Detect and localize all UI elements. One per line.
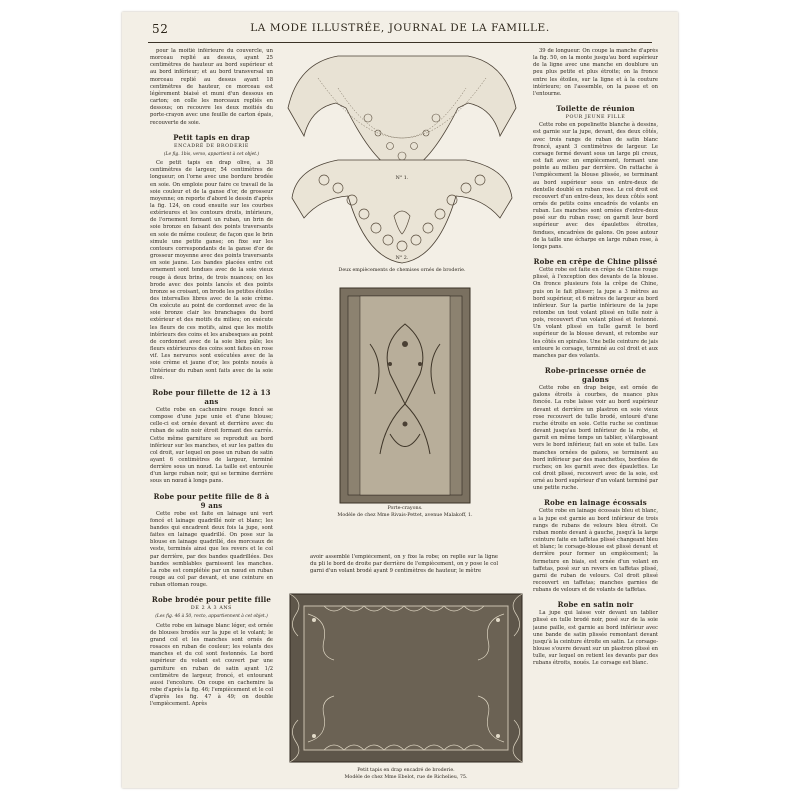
paragraph: Cette robe en lainage écossais bleu et blanc, a la jupe est garnie au bord inférieur de trois rangs de rubans de velours bleu étroit. Ce ruban monte devant à gauche, jusqu'à la large ceinture faite en taffetas plissé changeant bleu et blanc; le corsage-blouse est plissé devant et derrière pour former un empiècement; la fermeture en biais, est ornée d'un volant en taffetas, posé sur un revers en taffetas plissé, garni de ruban de velours. Col droit plissé recouvert en taffetas; manches garnies de rubans de velours et de volants de taffetas.	[533, 508, 658, 594]
section-subtitle: POUR JEUNE FILLE	[565, 115, 626, 121]
paragraph: pour la moitié inférieure du couvercle, un morceau replié au dessus, ayant 25 centimètres de hauteur au bord supérieur et au bord inférieur; et au bord transversal un morceau replié au dessus ayant 18 centimètres de hauteur, ce morceau est légèrement biaisé et muni d'un dessous en carton; on colle les morceaux repliés en dessous; on recouvre les deux moitiés du porte-crayon avec une feuille de carton épais, recouverte de soie.	[150, 48, 273, 126]
section-title: Robe en crêpe de Chine plissé	[533, 257, 658, 267]
section-title: Robe brodée pour petite fille	[151, 595, 272, 605]
section-title: Robe pour petite fille de 8 à 9 ans	[153, 491, 270, 510]
section-title: Petit tapis en drap	[173, 132, 250, 142]
header-rule	[148, 42, 652, 43]
paragraph: Cette robe est faite en crêpe de Chine rouge plissé, à l'exception des devants de la blouse. On fronce plusieurs fois la crêpe de Chine, puis on le fait plisser; la jupe a 3 mètres au bord supérieur, et 6 mètres de largeur au bord inférieur. Sur la partie inférieure de la jupe retombe un tout volant plissé en tulle noir à pois, recouvert d'un volant plissé et festonné. Un volant plissé en tulle garnit le bord supérieur de la blouse devant, et retombe sur les côtés en spirales. Une belle ceinture de jais entoure le corsage, terminé au col droit et aux manches par des volants.	[533, 267, 658, 359]
paragraph: Cette robe en drap beige, est ornée de galons étroits à courbes, de nuance plus foncée. La robe laisse voir au bord supérieur devant et derrière un plastron en soie vieux rose recouvert de tulle brodé, entouré d'une ruche étroite en soie. Cette ruche se continue devant jusqu'au bord inférieur de la robe, et garnit en même temps un tablier, s'élargissant vers le bord inférieur, fait en soie et tulle. Les manches ornées de galons, se terminent au bord inférieur par des manchettes, bordées de ruches; on les garnit avec des épaulettes. Le col droit plissé, recouvert avec de la soie, est orné au bord supérieur d'un volant terminé par une petite ruche.	[533, 385, 658, 492]
section-subtitle: DE 2 À 3 ANS	[190, 606, 233, 612]
journal-page	[122, 12, 678, 788]
figure-mark: N° 2.	[395, 256, 409, 261]
right-column	[533, 48, 658, 780]
portfolio-illustration	[330, 284, 480, 524]
figure-caption: Modèle de chez Mme Ebelot, rue de Richelieu, 75.	[344, 775, 468, 780]
section-title: Toilette de réunion	[556, 104, 635, 114]
paragraph: Cette robe en popelinette blanche à dessins, est garnie sur la jupe, devant, des deux côtés, avec trois rangs de ruban de satin blanc froncé, ayant 3 centimètres de largeur. Le corsage fermé devant sous un large pli creux, est fait avec un empiècement, formant une pointe au milieu par derrière. On rattache à l'empiècement la blouse plissée, se terminant au bord supérieur sous un entre-deux de dentelle doublé en ruban rose. Le col droit est recouvert d'un entre-deux, les deux côtés sont ornés de petits coins encadrés de volants en ruban. Les manches sont ornées d'entre-deux posé sur du ruban rose; on garnit leur bord supérieur avec des épaulettes étroites, fendues, encadrées de galons. On pose autour de la taille une écharpe en large ruban rose, à longs pans.	[533, 122, 658, 250]
middle-text-block	[310, 554, 498, 590]
section-title: Robe-princesse ornée de galons	[544, 366, 647, 385]
paragraph: 39 de longueur. On coupe la manche d'après la fig. 50, on la monte jusqu'au bord supérieur de la ligne avec une manche en doublure un peu plus petite et plus étroite; on la fronce entre les étoiles, sur la ligne et à la couture intérieure; on l'assemble, on la passe et on l'entourne.	[533, 48, 658, 97]
figure-caption-title: Petit tapis en drap encadré de broderie.	[357, 768, 455, 773]
section-title: Robe pour fillette de 12 à 13 ans	[152, 387, 271, 406]
figure-mark: N° 1.	[395, 176, 409, 181]
section-note: (Le fig. 1bis, verso, appartient à cet objet.)	[163, 151, 260, 157]
figure-caption: Deux empiècements de chemises ornés de broderie.	[338, 268, 466, 273]
paragraph: Ce petit tapis en drap olive, a 38 centimètres de largeur, 54 centimètres de longueur; on l'orne avec une bordure brodée en soie. On emploie pour faire ce travail de la soie couleur et de la ganse d'or, de grosseur moyenne; on reporte d'abord le dessin d'après la fig. 124, on coud ensuite sur les courbes extérieures et les contours droits, intérieurs, de l'ornement formant un ruban, un brin de soie bronze en faisant des points traversants en soie de même couleur, de façon que le brin simule une petite ganse; on fixe sur les contours correspondants de la ganse d'or de grosseur moyenne avec des points traversants en soie jaune. Les bandes placées entre cet ornement sont tendues avec de la soie vieux rouge à deux brins, de trois nuances; on les brode avec des points lancés et des points bronze se croisant, on brode les petites étoiles des intervalles libres avec de la soie crème. On exécute au point de cordonnet avec de la soie bronze clair les branchages du bord extérieur et des motifs du milieu; on exécute les fleurs de ces motifs, ainsi que les motifs intérieurs des coins et les arabesques au point de cordonnet avec de la soie bleu pâle; les fleurs extérieures des coins sont faites en rose vif. Les nervures sont exécutées avec de la soie crème et jaune d'or, les points noués à l'intérieur du ruban sont faits avec de la soie olive.	[150, 160, 273, 381]
page-header	[122, 20, 678, 38]
left-column	[150, 48, 273, 780]
page-number: 52	[152, 22, 169, 36]
paragraph: Cette robe en cachemire rouge foncé se compose d'une jupe unie et d'une blouse; celle-ci est ornée devant et derrière avec du ruban de satin noir étroit formant des carrés. Cette même garniture se reproduit au bord inférieur sur les manches, et sur les pattes du col droit, sur lequel on pose un ruban de satin ayant 6 centimètres de largeur, terminé derrière sous un nœud. La taille est entourée d'un large ruban noir, qui se termine derrière sous un nœud à longs pans.	[150, 406, 273, 485]
section-note: (Les fig. 46 à 50, recto, appartiennent à cet objet.)	[155, 614, 268, 620]
figure-caption-title: Porte-crayons.	[387, 506, 423, 511]
paragraph: Cette robe en lainage blanc léger, est ornée de blouses brodés sur la jupe et le volant; le grand col et les manches sont ornés de rosaces en ruban de couleur; les volants des manches et du col sont festonnés. Le bord supérieur du volant est couvert par une garniture en ruban de satin ayant 1/2 centimètre de largeur, froncé, et entourant aussi l'encolure. On coupe en cachemire la robe d'après la fig. 46; l'empiècement et le col d'après les fig. 47 à 49; on double l'empiècement. Après	[150, 622, 273, 708]
paragraph: Cette robe est faite en lainage uni vert foncé et lainage quadrillé noir et blanc; les bandes qui encadrent deux fois la jupe, sont faites en lainage quadrillé. On pose sur la blouse en lainage quadrillé, des morceaux de veste, terminés ainsi que les revers et le col par derrière, par des bandes quadrillées. Des bandes semblables garnissent les manches. La robe est complétée par un nœud en ruban rouge au col par devant, et une ceinture en ruban ottoman rouge.	[150, 510, 273, 589]
paragraph: avoir assemblé l'empiècement, on y fixe la robe; on replie sur la ligne du pli le bord de droite par derrière de l'empiècement, on y pose le col garni d'un volant brodé ayant 9 centimètres de hauteur, le mètre	[310, 554, 498, 575]
collar-illustration	[278, 48, 526, 278]
figure-caption: Modèle de chez Mme Rivais-Pettet, avenue Malakoff, 1.	[337, 513, 473, 518]
rug-illustration	[284, 590, 528, 786]
section-subtitle: ENCADRÉ DE BRODERIE	[173, 143, 249, 149]
paragraph: La jupe qui laisse voir devant un tablier plissé en tulle brodé noir, posé sur de la soie jaune paille, est garnie au bord inférieur avec une bande de satin plissée remontant devant jusqu'à la ceinture étroite en satin. Le corsage-blouse s'ouvre devant sur un plastron plissé en tulle, sur lequel on retient les devants par des rubans étroits, noués. Le corsage est blanc.	[533, 610, 658, 667]
section-title: Robe en satin noir	[557, 600, 634, 610]
section-title: Robe en lainage écossais	[544, 498, 647, 508]
journal-title: LA MODE ILLUSTRÉE, JOURNAL DE LA FAMILLE.	[250, 22, 550, 34]
